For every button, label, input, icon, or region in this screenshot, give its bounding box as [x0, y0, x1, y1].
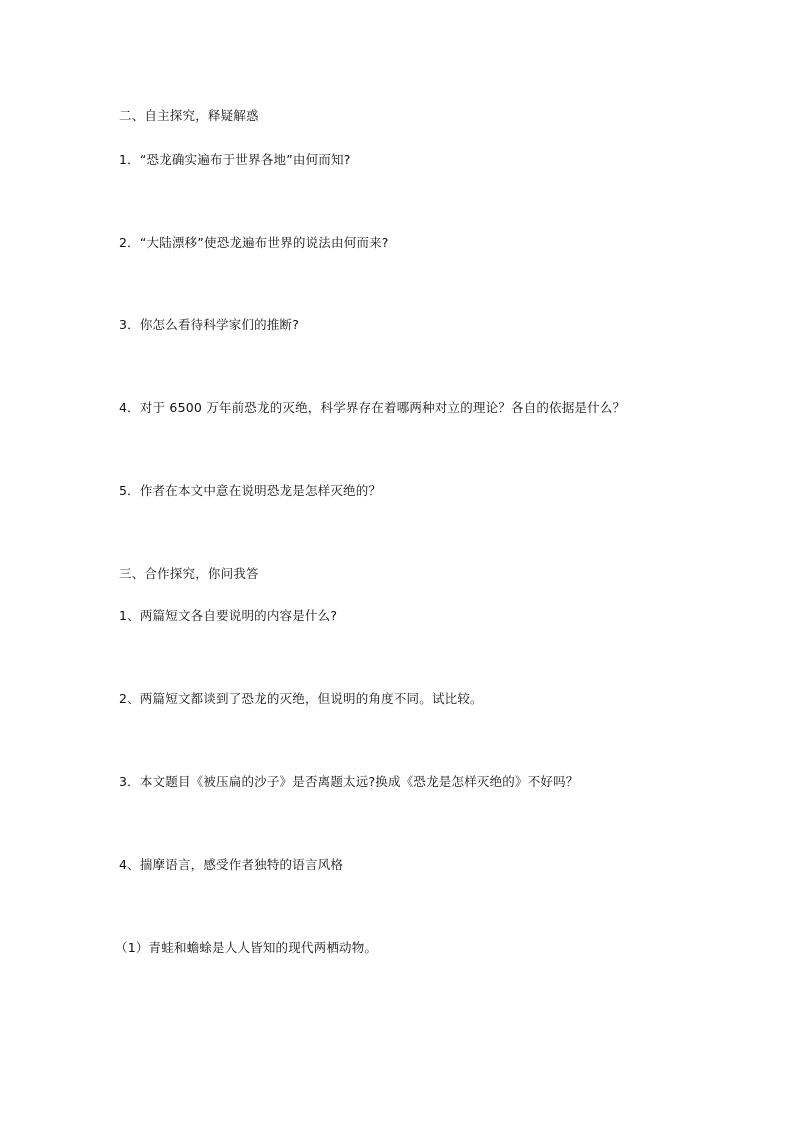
- coop-question-4: 4、揣摩语言，感受作者独特的语言风格: [119, 857, 344, 872]
- question-2: 2．“大陆漂移”使恐龙遍布世界的说法由何而来?: [119, 235, 389, 250]
- language-item-1: （1）青蛙和蟾蜍是人人皆知的现代两栖动物。: [115, 940, 378, 955]
- question-4: 4．对于 6500 万年前恐龙的灭绝，科学界存在着哪两种对立的理论？各自的依据是什么？: [119, 400, 626, 415]
- question-5: 5．作者在本文中意在说明恐龙是怎样灭绝的？: [119, 483, 382, 498]
- coop-question-1: 1、两篇短文各自要说明的内容是什么?: [119, 608, 338, 623]
- coop-question-2: 2、两篇短文都谈到了恐龙的灭绝，但说明的角度不同。试比较。: [119, 691, 483, 706]
- coop-question-3: 3．本文题目《被压扁的沙子》是否离题太远?换成《恐龙是怎样灭绝的》不好吗？: [119, 774, 579, 789]
- question-3: 3．你怎么看待科学家们的推断?: [119, 317, 300, 332]
- section-heading-self-inquiry: 二、自主探究，释疑解惑: [119, 108, 259, 123]
- section-heading-cooperative-inquiry: 三、合作探究，你问我答: [119, 566, 259, 581]
- question-1: 1．“恐龙确实遍布于世界各地”由何而知?: [119, 152, 351, 167]
